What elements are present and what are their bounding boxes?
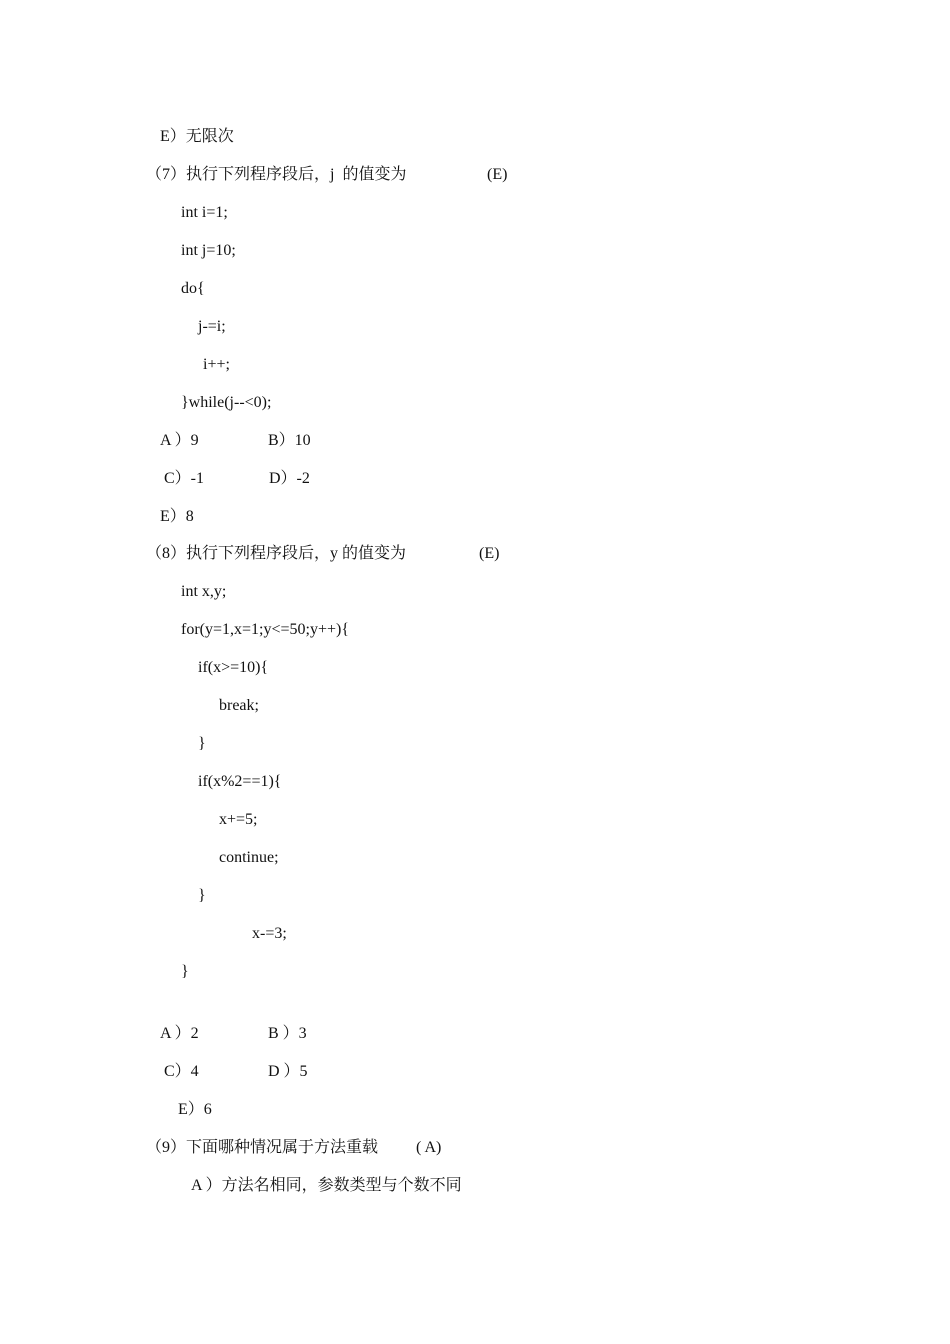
q8-code-line-9: } (198, 887, 206, 904)
q8-code-line-2: for(y=1,x=1;y<=50;y++){ (181, 621, 350, 638)
q7-option-d: D）-2 (269, 470, 310, 487)
q8-option-a: A ）2 (160, 1025, 199, 1042)
q8-code-line-7: x+=5; (219, 811, 258, 828)
q8-code-line-1: int x,y; (181, 583, 227, 600)
q6-option-e: E）无限次 (160, 128, 234, 145)
q8-code-line-10: x-=3; (252, 925, 287, 942)
q8-option-b: B ）3 (268, 1025, 307, 1042)
q8-code-line-5: } (198, 735, 206, 752)
q7-code-line-1: int i=1; (181, 204, 228, 221)
q8-code-line-3: if(x>=10){ (198, 659, 269, 676)
q7-code-line-4: j-=i; (198, 318, 226, 335)
q7-option-b: B）10 (268, 432, 311, 449)
q7-code-line-6: }while(j--<0); (181, 394, 272, 411)
q7-option-e: E）8 (160, 508, 194, 525)
q8-option-d: D ）5 (268, 1063, 308, 1080)
q8-answer: (E) (479, 545, 500, 562)
q9-answer: ( A) (416, 1139, 442, 1156)
q7-code-line-2: int j=10; (181, 242, 236, 259)
q8-code-line-8: continue; (219, 849, 279, 866)
q8-option-c: C）4 (164, 1063, 199, 1080)
q7-option-c: C）-1 (164, 470, 205, 487)
q7-code-line-5: i++; (203, 356, 230, 373)
q7-code-line-3: do{ (181, 280, 205, 297)
q8-code-line-6: if(x%2==1){ (198, 773, 282, 790)
q8-code-line-11: } (181, 963, 189, 980)
q9-question: （9）下面哪种情况属于方法重载 (146, 1139, 379, 1156)
q8-code-line-4: break; (219, 697, 259, 714)
q8-option-e: E）6 (178, 1101, 212, 1118)
q7-answer: (E) (487, 166, 508, 183)
q9-option-a: A ）方法名相同，参数类型与个数不同 (191, 1177, 462, 1194)
q7-question: （7）执行下列程序段后，j 的值变为 (146, 166, 407, 183)
q8-question: （8）执行下列程序段后，y 的值变为 (146, 545, 407, 562)
q7-option-a: A ）9 (160, 432, 199, 449)
